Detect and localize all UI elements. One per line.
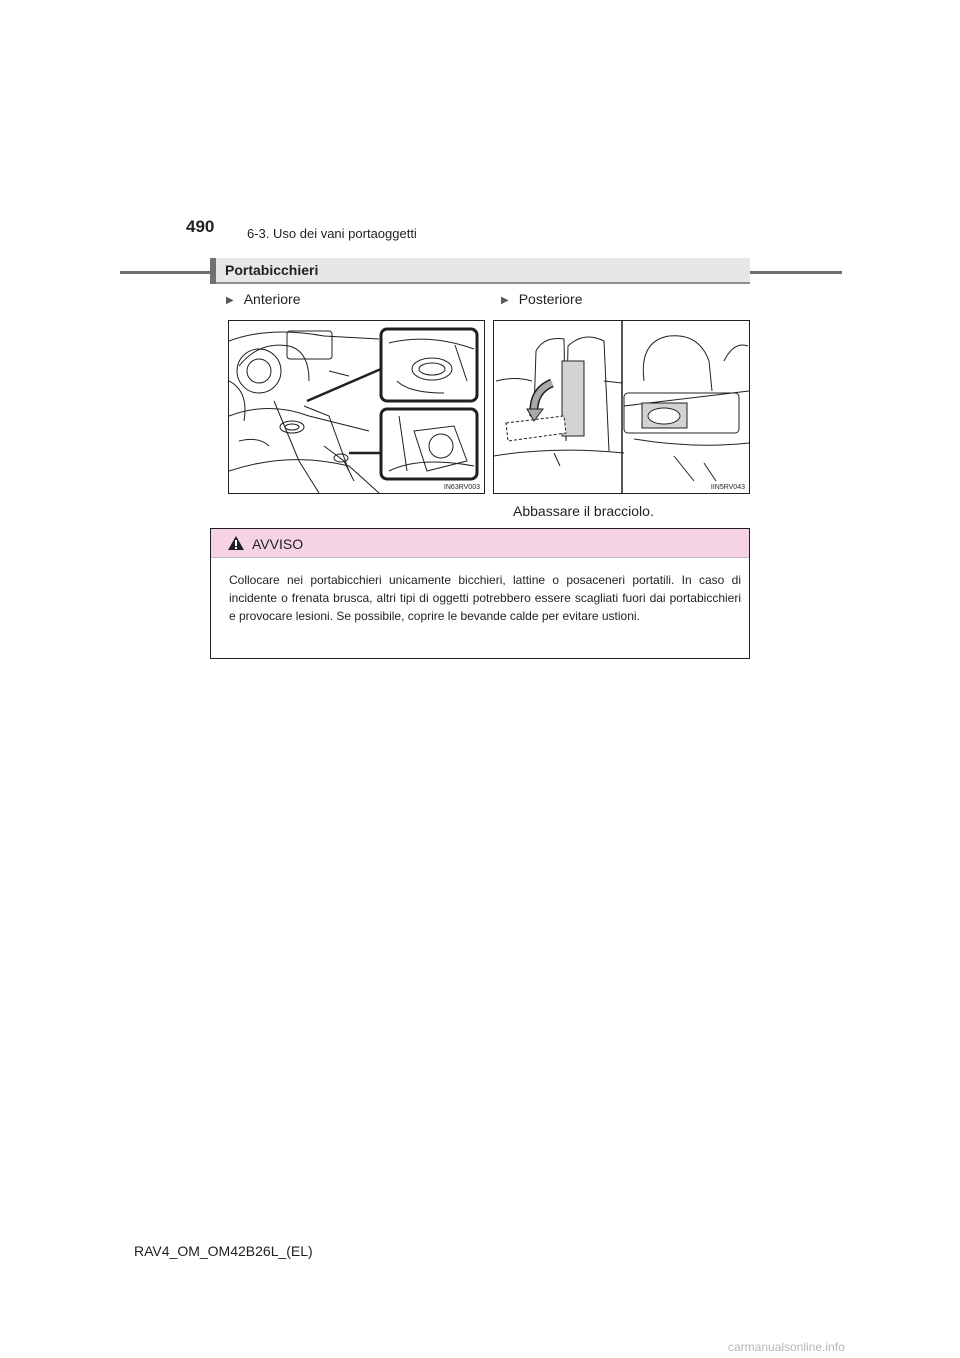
front-cupholder-label: ▶ Anteriore: [226, 291, 301, 307]
triangle-bullet-icon: ▶: [226, 295, 234, 306]
rear-cupholder-caption: Abbassare il bracciolo.: [513, 503, 654, 519]
document-code: RAV4_OM_OM42B26L_(EL): [134, 1243, 313, 1259]
rear-cupholder-illustration: [493, 320, 750, 494]
figure-code: IIN5RV043: [710, 484, 745, 491]
section-bar-accent: [210, 258, 216, 284]
page-number: 490: [186, 217, 215, 236]
triangle-bullet-icon: ▶: [501, 295, 509, 306]
chapter-heading: 6-3. Uso dei vani portaoggetti: [247, 226, 417, 241]
section-title-bar: [210, 258, 750, 284]
front-cupholder-illustration: [228, 320, 485, 494]
section-title: Portabicchieri: [225, 262, 319, 278]
watermark: carmanualsonline.info: [728, 1340, 845, 1354]
warning-box: [210, 528, 750, 659]
rear-cupholder-label: ▶ Posteriore: [501, 291, 583, 307]
warning-triangle-icon: [227, 535, 245, 551]
warning-text: Collocare nei portabicchieri unicamente bicchieri, lattine o posaceneri portatili. In caso di incidente o frenata brusca, altri tipi di oggetti potrebbero essere scagliati fuori dai portabicchieri e provocare lesioni. Se possibile, coprire le bevande calde per evitare ustioni.: [229, 573, 741, 623]
warning-header: [211, 529, 749, 558]
warning-title: AVVISO: [252, 536, 304, 552]
figure-code: IN63RV003: [443, 484, 480, 491]
